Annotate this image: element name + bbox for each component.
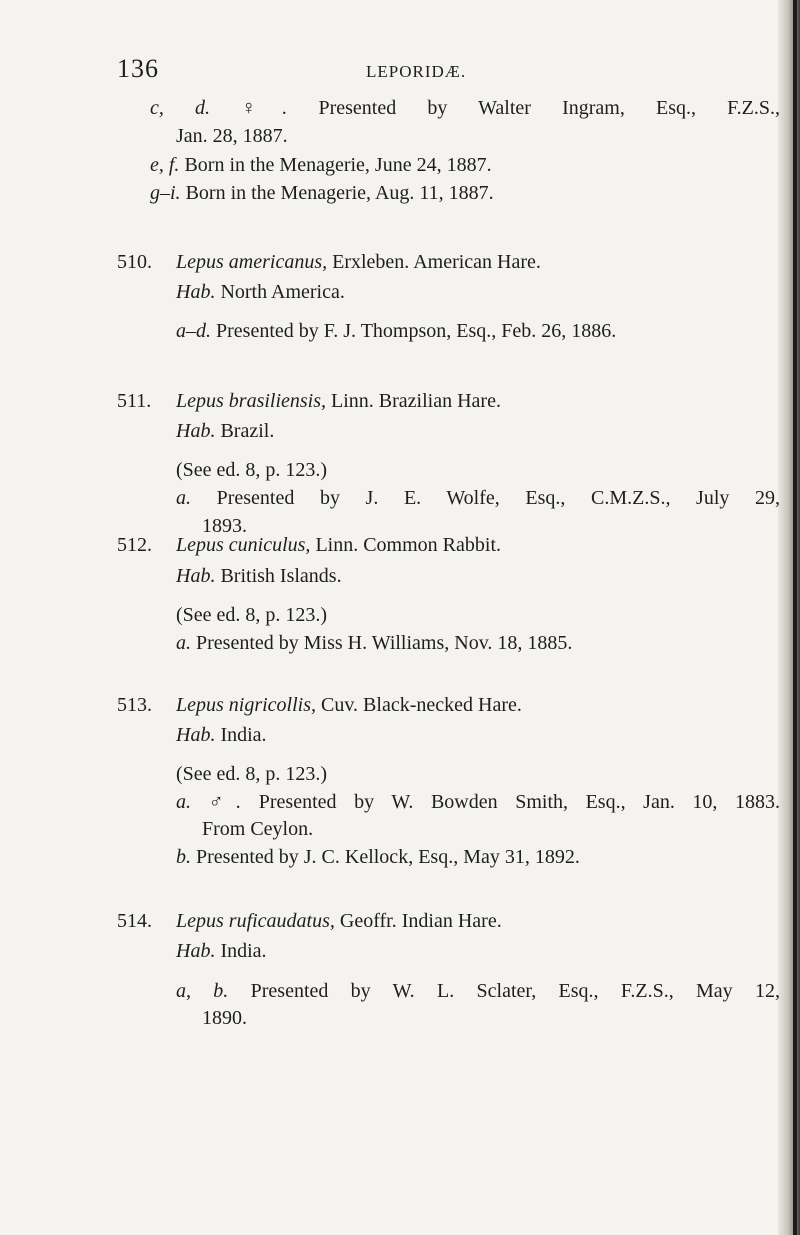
specimen-line: g–i. Born in the Menagerie, Aug. 11, 1887. bbox=[150, 182, 494, 204]
entry-number: 511. bbox=[117, 390, 152, 412]
specimen-line: a–d. Presented by F. J. Thompson, Esq., Feb. 26, 1886. bbox=[176, 320, 617, 342]
see-reference: (See ed. 8, p. 123.) bbox=[176, 459, 328, 481]
see-reference: (See ed. 8, p. 123.) bbox=[176, 604, 328, 626]
entry-number: 514. bbox=[117, 910, 152, 932]
see-reference: (See ed. 8, p. 123.) bbox=[176, 763, 328, 785]
entry-number: 512. bbox=[117, 534, 152, 556]
page-number: 136 bbox=[117, 54, 159, 83]
specimen-continuation: Jan. 28, 1887. bbox=[176, 125, 288, 147]
binding-shadow bbox=[793, 0, 797, 1235]
specimen-continuation: 1890. bbox=[202, 1007, 247, 1029]
species-heading: Lepus cuniculus, Linn. Common Rabbit. bbox=[176, 534, 501, 556]
habitat: Hab. India. bbox=[176, 940, 267, 962]
habitat: Hab. North America. bbox=[176, 281, 345, 303]
specimen-continuation: From Ceylon. bbox=[202, 818, 314, 840]
entry-number: 513. bbox=[117, 694, 152, 716]
specimen-continuation: 1893. bbox=[202, 515, 247, 537]
specimen-line: a, b. Presented by W. L. Sclater, Esq., F.Z.S., May 12, bbox=[176, 980, 780, 1002]
habitat: Hab. British Islands. bbox=[176, 565, 342, 587]
specimen-line: a. Presented by J. E. Wolfe, Esq., C.M.Z.S., July 29, bbox=[176, 487, 780, 509]
specimen-line: e, f. Born in the Menagerie, June 24, 1887. bbox=[150, 154, 492, 176]
running-head bbox=[0, 50, 760, 90]
running-title: LEPORIDÆ. bbox=[366, 62, 467, 81]
species-heading: Lepus americanus, Erxleben. American Hare. bbox=[176, 251, 541, 273]
species-heading: Lepus brasiliensis, Linn. Brazilian Hare. bbox=[176, 390, 501, 412]
habitat: Hab. Brazil. bbox=[176, 420, 275, 442]
species-heading: Lepus nigricollis, Cuv. Black-necked Hare. bbox=[176, 694, 522, 716]
specimen-line: b. Presented by J. C. Kellock, Esq., May 31, 1892. bbox=[176, 846, 580, 868]
habitat: Hab. India. bbox=[176, 724, 267, 746]
specimen-line: c, d. ♀. Presented by Walter Ingram, Esq., F.Z.S., bbox=[150, 97, 780, 119]
entry-number: 510. bbox=[117, 251, 152, 273]
species-heading: Lepus ruficaudatus, Geoffr. Indian Hare. bbox=[176, 910, 502, 932]
specimen-line: a. Presented by Miss H. Williams, Nov. 18, 1885. bbox=[176, 632, 573, 654]
specimen-line: a. ♂. Presented by W. Bowden Smith, Esq., Jan. 10, 1883. bbox=[176, 791, 781, 813]
